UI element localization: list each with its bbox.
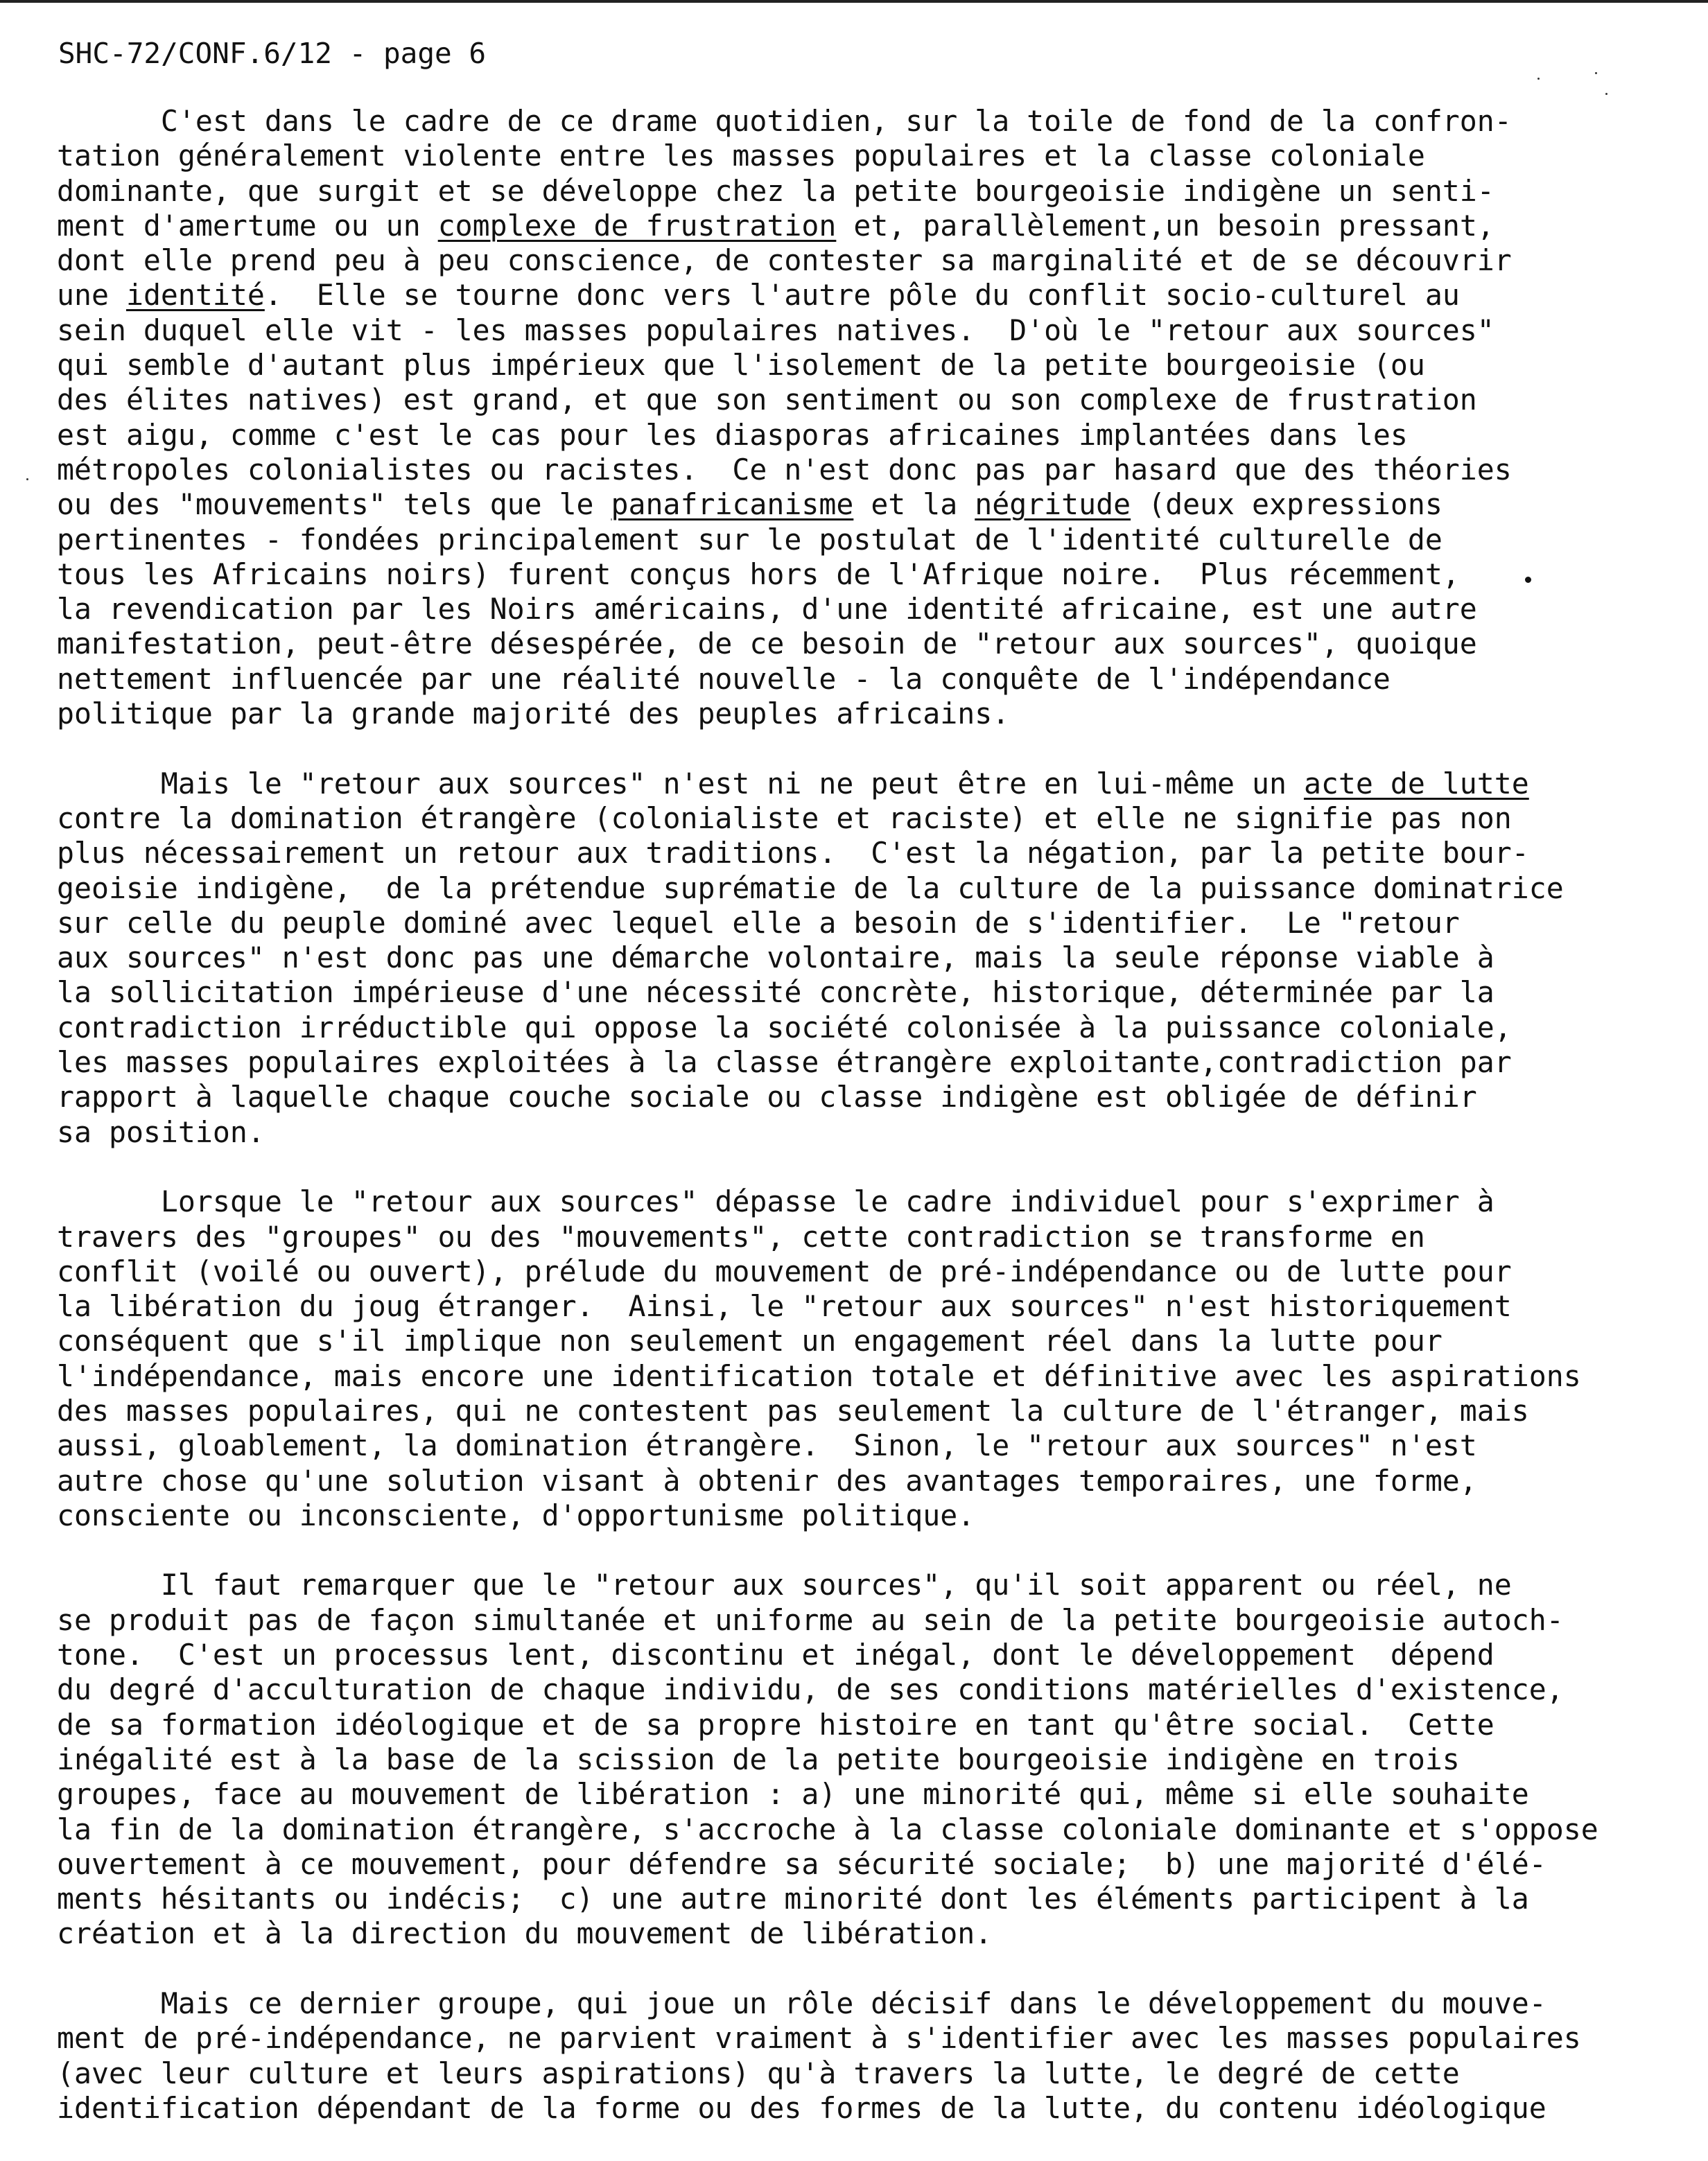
text-line (57, 627, 1693, 661)
text-line (57, 418, 1693, 453)
text-line (57, 523, 1693, 557)
text-line (57, 1115, 1693, 1150)
underlined-term: acte de lutte (1303, 766, 1529, 800)
text-line (57, 1324, 1693, 1358)
text-line (57, 139, 1693, 173)
text-line (57, 697, 1693, 731)
text-segment: identification dépendant de la forme ou des formes de la lutte, du contenu idéologique (57, 2090, 1546, 2125)
text-line (57, 940, 1693, 975)
text-segment: consciente ou inconsciente, d'opportunisme politique. (57, 1498, 975, 1532)
text-segment: l'indépendance, mais encore une identification totale et définitive avec les aspirations (57, 1358, 1581, 1393)
text-line (57, 104, 1693, 139)
text-segment: conséquent que s'il implique non seulement un engagement réel dans la lutte pour (57, 1324, 1443, 1358)
text-line (57, 487, 1693, 522)
text-line (57, 1708, 1693, 1742)
scan-speck (26, 478, 28, 480)
text-segment: se produit pas de façon simultanée et uniforme au sein de la petite bourgeoisie autoch- (57, 1602, 1564, 1637)
text-segment: C'est dans le cadre de ce drame quotidien, sur la toile de fond de la confron- (57, 104, 1512, 138)
text-line (57, 662, 1693, 697)
text-segment: ment de pré-indépendance, ne parvient vraiment à s'identifier avec les masses populaires (57, 2021, 1581, 2056)
text-line (57, 174, 1693, 209)
text-line (57, 767, 1693, 801)
paragraph (57, 104, 1693, 731)
text-segment: (avec leur culture et leurs aspirations) qu'à travers la lutte, le degré de cette (57, 2056, 1460, 2090)
text-line (57, 1742, 1693, 1777)
text-line (57, 1777, 1693, 1812)
text-line (57, 313, 1693, 348)
text-line (57, 243, 1693, 278)
text-line (57, 1916, 1693, 1951)
text-line (57, 592, 1693, 627)
text-line (57, 453, 1693, 487)
text-segment: la sollicitation impérieuse d'une nécessité concrète, historique, déterminée par la (57, 975, 1494, 1010)
text-line (57, 1220, 1693, 1254)
text-segment: Il faut remarquer que le "retour aux sources", qu'il soit apparent ou réel, ne (57, 1568, 1512, 1602)
text-line (57, 278, 1693, 313)
text-line (57, 1289, 1693, 1324)
text-segment: plus nécessairement un retour aux traditions. C'est la négation, par la petite bour- (57, 836, 1529, 870)
text-segment: la fin de la domination étrangère, s'accroche à la classe coloniale dominante et s'oppose (57, 1812, 1598, 1846)
underlined-term: complexe de frustration (437, 208, 837, 243)
paragraph (57, 1184, 1693, 1533)
text-segment: nettement influencée par une réalité nouvelle - la conquête de l'indépendance (57, 661, 1391, 696)
text-segment: manifestation, peut-être désespérée, de ce besoin de "retour aux sources", quoique (57, 627, 1477, 661)
text-segment: des masses populaires, qui ne contestent pas seulement la culture de l'étranger, mais (57, 1393, 1529, 1428)
text-segment: ments hésitants ou indécis; c) une autre minorité dont les éléments participent à la (57, 1882, 1529, 1916)
text-segment: dont elle prend peu à peu conscience, de contester sa marginalité et de se découvrir (57, 243, 1512, 278)
underlined-term: négritude (975, 487, 1131, 522)
text-segment: rapport à laquelle chaque couche sociale ou classe indigène est obligée de définir (57, 1080, 1477, 1114)
text-segment: sein duquel elle vit - les masses populaires natives. D'où le "retour aux sources" (57, 313, 1494, 347)
text-line (57, 1603, 1693, 1638)
text-line (57, 348, 1693, 383)
text-segment: contre la domination étrangère (colonialiste et raciste) et elle ne signifie pas non (57, 800, 1512, 835)
text-line (57, 209, 1693, 243)
text-line (57, 1045, 1693, 1080)
text-segment: sur celle du peuple dominé avec lequel elle a besoin de s'identifier. Le "retour (57, 905, 1460, 940)
text-segment: tone. C'est un processus lent, discontinu et inégal, dont le développement dépend (57, 1638, 1494, 1672)
text-line (57, 906, 1693, 940)
text-line (57, 557, 1693, 592)
document-body (57, 104, 1693, 2161)
text-segment: (deux expressions (1131, 487, 1443, 522)
text-segment: ment d'amertume ou un (57, 208, 438, 243)
text-segment: métropoles colonialistes ou racistes. Ce n'est donc pas par hasard que des théories (57, 452, 1512, 487)
text-line (57, 836, 1693, 870)
text-line (57, 1568, 1693, 1602)
text-line (57, 1464, 1693, 1498)
scan-speck (1537, 78, 1540, 80)
text-segment: politique par la grande majorité des peuples africains. (57, 697, 1010, 731)
text-segment: est aigu, comme c'est le cas pour les diasporas africaines implantées dans les (57, 417, 1408, 452)
text-segment: ouvertement à ce mouvement, pour défendre sa sécurité sociale; b) une majorité d'élé- (57, 1846, 1546, 1881)
text-segment: conflit (voilé ou ouvert), prélude du mouvement de pré-indépendance ou de lutte pour (57, 1254, 1512, 1288)
scan-speck (1595, 72, 1597, 74)
text-segment: Mais ce dernier groupe, qui joue un rôle décisif dans le développement du mouve- (57, 1986, 1546, 2021)
text-segment: et, parallèlement,un besoin pressant, (836, 208, 1494, 243)
text-segment: contradiction irréductible qui oppose la société colonisée à la puissance coloniale, (57, 1010, 1512, 1044)
text-segment: et la (853, 487, 975, 522)
underlined-term: panafricanisme (611, 487, 854, 522)
text-segment: Lorsque le "retour aux sources" dépasse le cadre individuel pour s'exprimer à (57, 1184, 1494, 1219)
text-segment: inégalité est à la base de la scission de la petite bourgeoisie indigène en trois (57, 1742, 1460, 1776)
text-segment: la libération du joug étranger. Ainsi, le "retour aux sources" n'est historiquement (57, 1289, 1512, 1324)
text-segment: . Elle se tourne donc vers l'autre pôle du conflit socio-culturel au (264, 278, 1460, 313)
text-segment: sa position. (57, 1114, 265, 1149)
text-line (57, 1394, 1693, 1428)
text-line (57, 1847, 1693, 1882)
text-segment: geoisie indigène, de la prétendue suprématie de la culture de la puissance dominatrice (57, 870, 1564, 905)
text-line (57, 2056, 1693, 2091)
text-segment: les masses populaires exploitées à la classe étrangère exploitante,contradiction par (57, 1045, 1512, 1080)
text-line (57, 1010, 1693, 1045)
text-segment: création et à la direction du mouvement de libération. (57, 1916, 993, 1951)
text-segment: groupes, face au mouvement de libération : a) une minorité qui, même si elle souhaite (57, 1777, 1529, 1812)
text-line (57, 2021, 1693, 2056)
text-segment: autre chose qu'une solution visant à obtenir des avantages temporaires, une forme, (57, 1463, 1477, 1498)
text-segment: aussi, gloablement, la domination étrangère. Sinon, le "retour aux sources" n'est (57, 1428, 1477, 1463)
text-line (57, 1986, 1693, 2021)
ink-dot-mark (1525, 577, 1531, 583)
text-line (57, 1184, 1693, 1219)
underlined-term: identité (125, 278, 265, 313)
text-line (57, 1254, 1693, 1289)
text-segment: de sa formation idéologique et de sa propre histoire en tant qu'être social. Cette (57, 1707, 1494, 1742)
text-line (57, 1812, 1693, 1847)
page-top-border (0, 0, 1708, 3)
text-line (57, 1672, 1693, 1707)
text-segment: ou des "mouvements" tels que le (57, 487, 611, 522)
text-line (57, 1428, 1693, 1463)
text-line (57, 1359, 1693, 1394)
text-line (57, 801, 1693, 836)
text-segment: dominante, que surgit et se développe chez la petite bourgeoisie indigène un senti- (57, 173, 1494, 208)
text-segment: aux sources" n'est donc pas une démarche volontaire, mais la seule réponse viable à (57, 940, 1494, 975)
text-segment: travers des "groupes" ou des "mouvements", cette contradiction se transforme en (57, 1219, 1425, 1254)
text-segment: tous les Africains noirs) furent conçus hors de l'Afrique noire. Plus récemment, (57, 557, 1460, 591)
text-segment: des élites natives) est grand, et que son sentiment ou son complexe de frustration (57, 383, 1477, 417)
text-segment: pertinentes - fondées principalement sur le postulat de l'identité culturelle de (57, 522, 1443, 557)
page-header: SHC-72/CONF.6/12 - page 6 (58, 37, 487, 70)
text-segment: la revendication par les Noirs américains, d'une identité africaine, est une autre (57, 592, 1477, 627)
text-segment: une (57, 278, 126, 313)
text-segment: qui semble d'autant plus impérieux que l'isolement de la petite bourgeoisie (ou (57, 348, 1425, 383)
text-line (57, 1498, 1693, 1533)
text-line (57, 1080, 1693, 1114)
text-line (57, 1882, 1693, 1916)
scan-speck (1605, 93, 1607, 95)
text-line (57, 975, 1693, 1010)
paragraph (57, 1986, 1693, 2126)
paragraph (57, 767, 1693, 1150)
text-line (57, 1638, 1693, 1672)
text-segment: tation généralement violente entre les masses populaires et la classe coloniale (57, 139, 1425, 173)
text-segment: du degré d'acculturation de chaque individu, de ses conditions matérielles d'existence, (57, 1672, 1564, 1707)
text-line (57, 871, 1693, 906)
text-line (57, 383, 1693, 417)
text-segment: Mais le "retour aux sources" n'est ni ne peut être en lui-même un (57, 766, 1304, 800)
paragraph (57, 1568, 1693, 1951)
